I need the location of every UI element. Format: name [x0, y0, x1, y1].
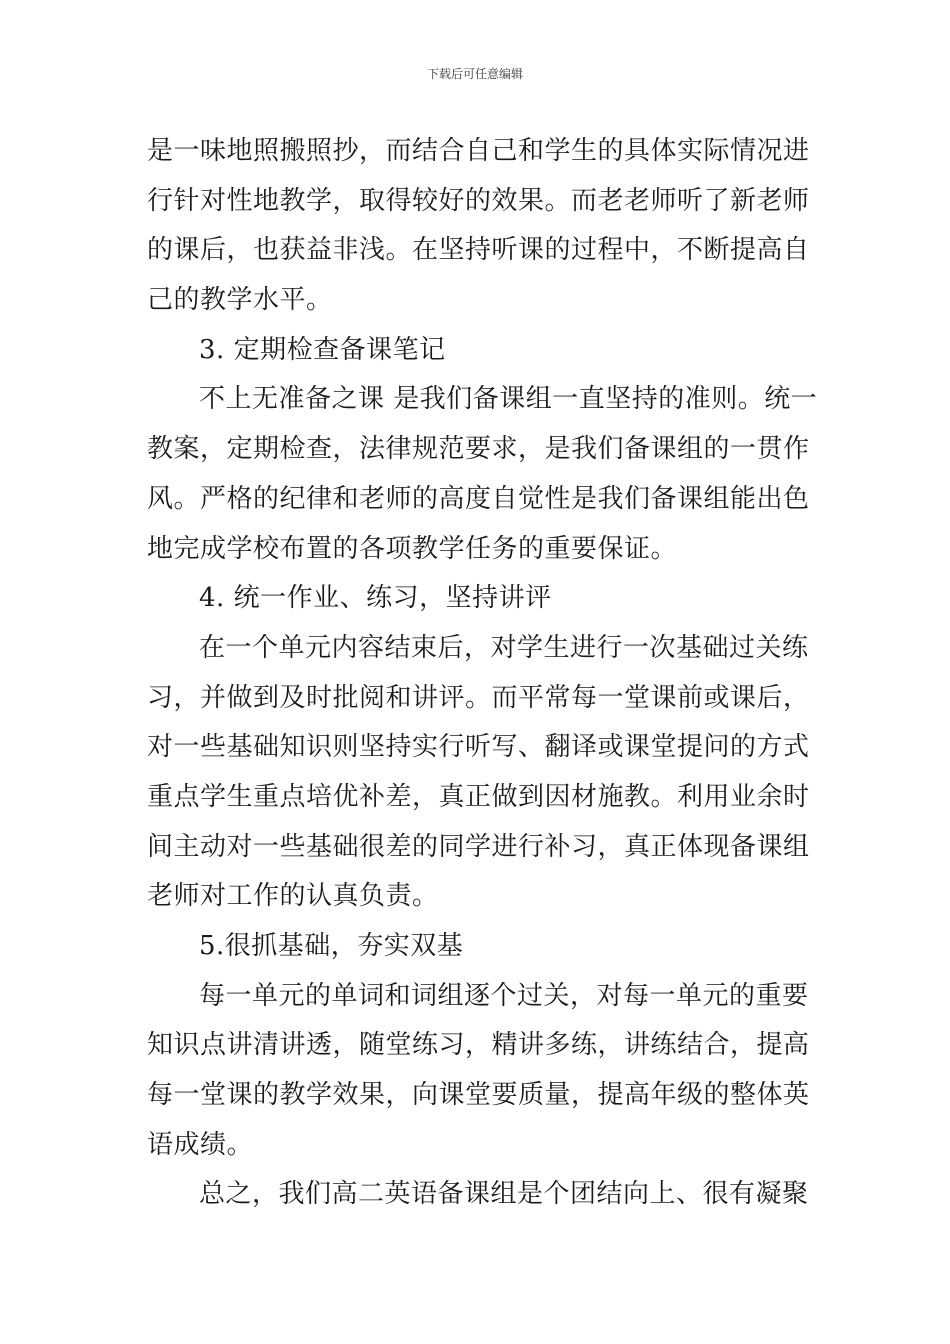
section-heading	[147, 574, 817, 624]
paragraph	[147, 127, 817, 326]
text-line: 间主动对一些基础很差的同学进行补习，真正体现备课组	[147, 831, 810, 862]
text-line: 不上无准备之课 是我们备课组一直坚持的准则。统一	[199, 384, 818, 415]
text-line: 行针对性地教学，取得较好的效果。而老老师听了新老师	[147, 185, 810, 216]
text-line: 地完成学校布置的各项教学任务的重要保证。	[147, 533, 678, 564]
paragraph	[147, 375, 817, 574]
text-line: 总之，我们高二英语备课组是个团结向上、很有凝聚	[199, 1179, 809, 1210]
paragraph	[147, 1170, 817, 1220]
text-line: 教案，定期检查，法律规范要求，是我们备课组的一贯作	[147, 434, 810, 465]
heading-line: 4. 统一作业、练习，坚持讲评	[199, 583, 552, 614]
text-line: 习，并做到及时批阅和讲评。而平常每一堂课前或课后，	[147, 682, 810, 713]
text-line: 是一味地照搬照抄，而结合自己和学生的具体实际情况进	[147, 136, 810, 166]
text-line: 重点学生重点培优补差，真正做到因材施教。利用业余时	[147, 781, 810, 812]
paragraph	[147, 624, 817, 922]
text-line: 对一些基础知识则坚持实行听写、翻译或课堂提问的方式	[147, 732, 810, 763]
section-heading	[147, 326, 817, 376]
text-line: 老师对工作的认真负责。	[147, 881, 439, 912]
heading-line: 5.很抓基础，夯实双基	[199, 931, 464, 961]
text-line: 每一堂课的教学效果，向课堂要质量，提高年级的整体英	[147, 1080, 810, 1111]
section-heading	[147, 922, 817, 972]
text-line: 风。严格的纪律和老师的高度自觉性是我们备课组能出色	[147, 483, 810, 514]
text-line: 的课后，也获益非浅。在坚持听课的过程中，不断提高自	[147, 235, 810, 266]
paragraph	[147, 972, 817, 1171]
text-line: 己的教学水平。	[147, 285, 333, 316]
text-line: 每一单元的单词和词组逐个过关，对每一单元的重要	[199, 980, 809, 1011]
text-line: 知识点讲清讲透，随堂练习，精讲多练，讲练结合，提高	[147, 1030, 810, 1061]
text-line: 语成绩。	[147, 1129, 254, 1160]
page-header: 下载后可任意编辑	[426, 67, 523, 81]
text-line: 在一个单元内容结束后，对学生进行一次基础过关练	[199, 632, 809, 663]
heading-line: 3. 定期检查备课笔记	[199, 334, 446, 365]
document-body	[147, 127, 817, 1220]
